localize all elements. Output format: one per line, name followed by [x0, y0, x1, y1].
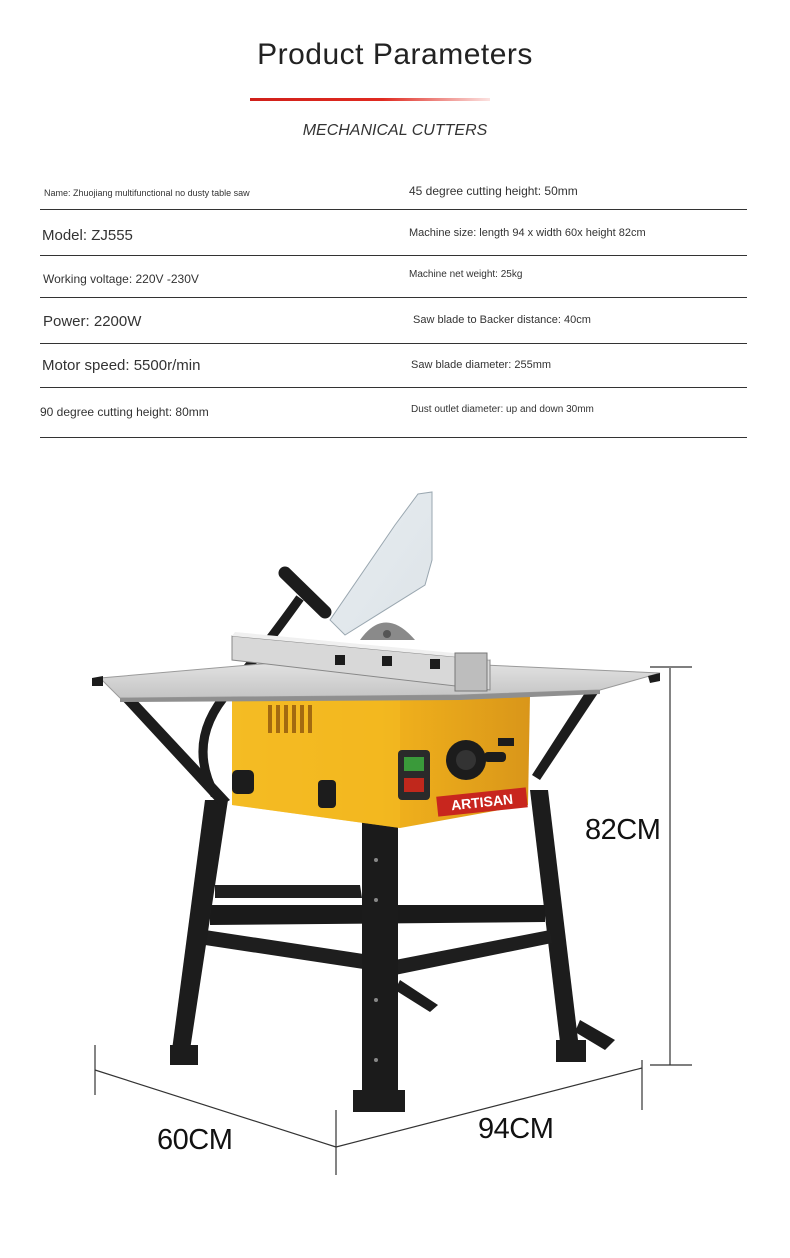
spec-row: [40, 388, 747, 438]
width-label: 94CM: [478, 1113, 554, 1145]
spec-left: Motor speed: 5500r/min: [42, 357, 201, 374]
depth-label: 60CM: [157, 1124, 233, 1156]
spec-row: [40, 298, 747, 344]
spec-right: 45 degree cutting height: 50mm: [409, 184, 578, 198]
page-title: Product Parameters: [257, 38, 533, 71]
height-dimension: [650, 667, 692, 1065]
spec-row: [40, 256, 747, 298]
spec-right: Machine net weight: 25kg: [409, 269, 523, 280]
spec-left: Name: Zhuojiang multifunctional no dusty table saw: [44, 188, 250, 198]
title-underline: [250, 98, 490, 101]
page-subtitle: MECHANICAL CUTTERS: [302, 122, 488, 139]
blade-guard: [330, 492, 432, 635]
spec-row: [40, 344, 747, 388]
table-saw-image: [0, 470, 790, 1253]
product-illustration: [0, 470, 790, 1253]
spec-right: Dust outlet diameter: up and down 30mm: [411, 404, 594, 415]
back-legs: [395, 790, 615, 1062]
spec-right: Saw blade to Backer distance: 40cm: [413, 314, 591, 326]
spec-left: Model: ZJ555: [42, 227, 133, 244]
saw-blade: [360, 623, 415, 641]
spec-left: 90 degree cutting height: 80mm: [40, 405, 209, 419]
spec-left: Working voltage: 220V -230V: [43, 272, 199, 286]
spec-right: Machine size: length 94 x width 60x height 82cm: [409, 227, 646, 239]
height-label: 82CM: [585, 814, 661, 846]
spec-table: [40, 168, 747, 438]
motor-housing: [232, 695, 530, 828]
spec-left: Power: 2200W: [43, 313, 142, 330]
spec-row: [40, 168, 747, 210]
spec-row: [40, 210, 747, 256]
spec-right: Saw blade diameter: 255mm: [411, 359, 552, 371]
brand-label: ARTISAN: [450, 790, 514, 814]
